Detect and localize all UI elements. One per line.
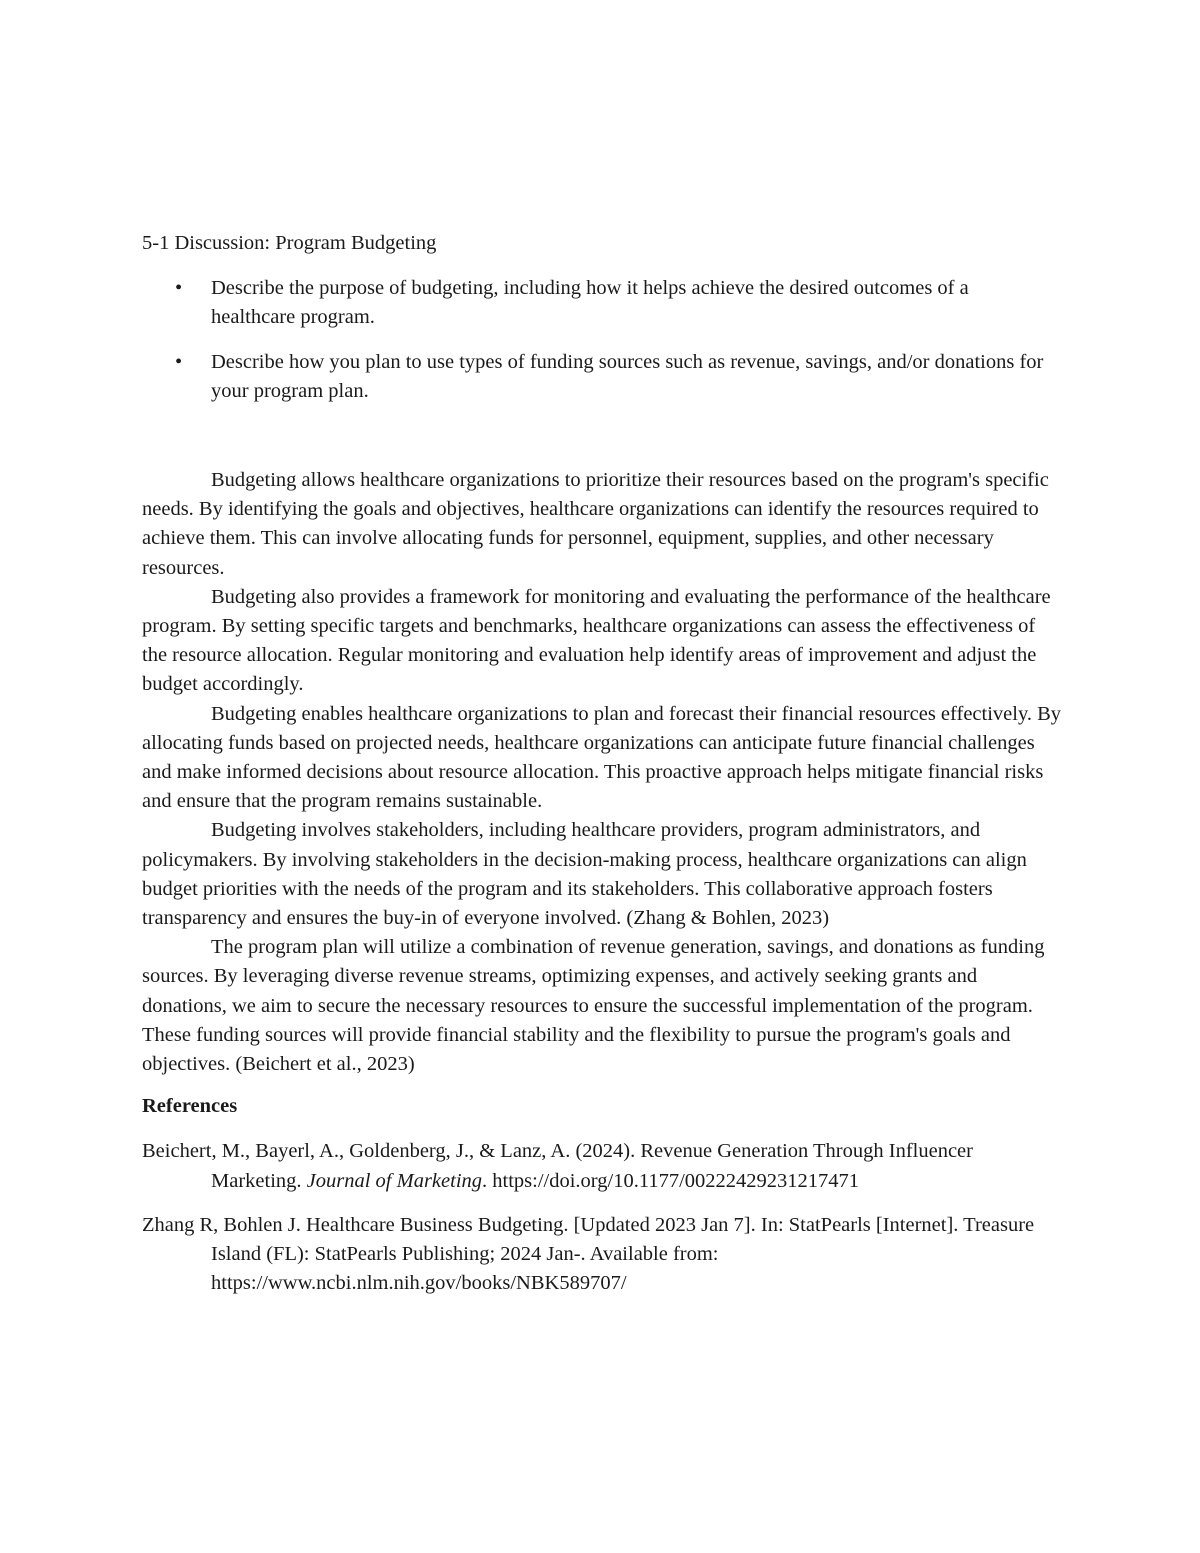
body-paragraph: Budgeting enables healthcare organizations to plan and forecast their financial resources effectively. By allocating funds based on projected needs, healthcare organizations can anticipate future financial challenges and make informed decisions about resource allocation. This proactive approach helps mitigate financial risks and ensure that the program remains sustainable. (142, 702, 1062, 813)
bullet-text: Describe how you plan to use types of funding sources such as revenue, savings, and/or donations for your program plan. (211, 350, 1044, 402)
body-paragraph: Budgeting allows healthcare organizations to prioritize their resources based on the program's specific needs. By identifying the goals and objectives, healthcare organizations can identify the resources required to achieve them. This can involve allocating funds for personnel, equipment, supplies, and other necessary resources. (142, 469, 1049, 579)
bullet-icon: • (175, 350, 183, 373)
prompt-bullet-list (142, 274, 1062, 406)
reference-entry (142, 1137, 1062, 1195)
body-paragraph: Budgeting involves stakeholders, including healthcare providers, program administrators, and policymakers. By involving stakeholders in the decision-making process, healthcare organizations can align budget priorities with the needs of the program and its stakeholders. This collaborative approach fosters transparency and ensures the buy-in of everyone involved. (Zhang & Bohlen, 2023) (142, 819, 1027, 930)
discussion-body (142, 466, 1062, 1079)
bullet-item (142, 274, 1062, 332)
body-paragraph: Budgeting also provides a framework for monitoring and evaluating the performance of the healthcare program. By setting specific targets and benchmarks, healthcare organizations can assess the effectiveness of the resource allocation. Regular monitoring and evaluation help identify areas of improvement and adjust the budget accordingly. (142, 585, 1051, 696)
reference-text: Beichert, M., Bayerl, A., Goldenberg, J., & Lanz, A. (2024). Revenue Generation Through Influencer Marketing. (142, 1140, 973, 1192)
bullet-text: Describe the purpose of budgeting, including how it helps achieve the desired outcomes of a healthcare program. (211, 277, 969, 329)
reference-doi: . https://doi.org/10.1177/00222429231217471 (482, 1169, 860, 1192)
references-list (142, 1137, 1062, 1298)
document-page (142, 229, 1062, 1314)
references-heading: References (142, 1095, 238, 1118)
bullet-icon: • (175, 277, 183, 300)
reference-journal: Journal of Marketing (306, 1169, 483, 1192)
document-title: 5-1 Discussion: Program Budgeting (142, 232, 437, 254)
bullet-item (142, 348, 1062, 406)
reference-entry (142, 1211, 1062, 1299)
reference-text: Zhang R, Bohlen J. Healthcare Business Budgeting. [Updated 2023 Jan 7]. In: StatPearls [Internet]. Treasure Island (FL): StatPearls Publishing; 2024 Jan-. Available from: https://www.ncbi.nlm.nih.gov/books/NBK589707/ (142, 1213, 1035, 1295)
body-paragraph: The program plan will utilize a combination of revenue generation, savings, and donations as funding sources. By leveraging diverse revenue streams, optimizing expenses, and actively seeking grants and donations, we aim to secure the necessary resources to ensure the successful implementation of the program. These funding sources will provide financial stability and the flexibility to pursue the program's goals and objectives. (Beichert et al., 2023) (142, 936, 1045, 1076)
